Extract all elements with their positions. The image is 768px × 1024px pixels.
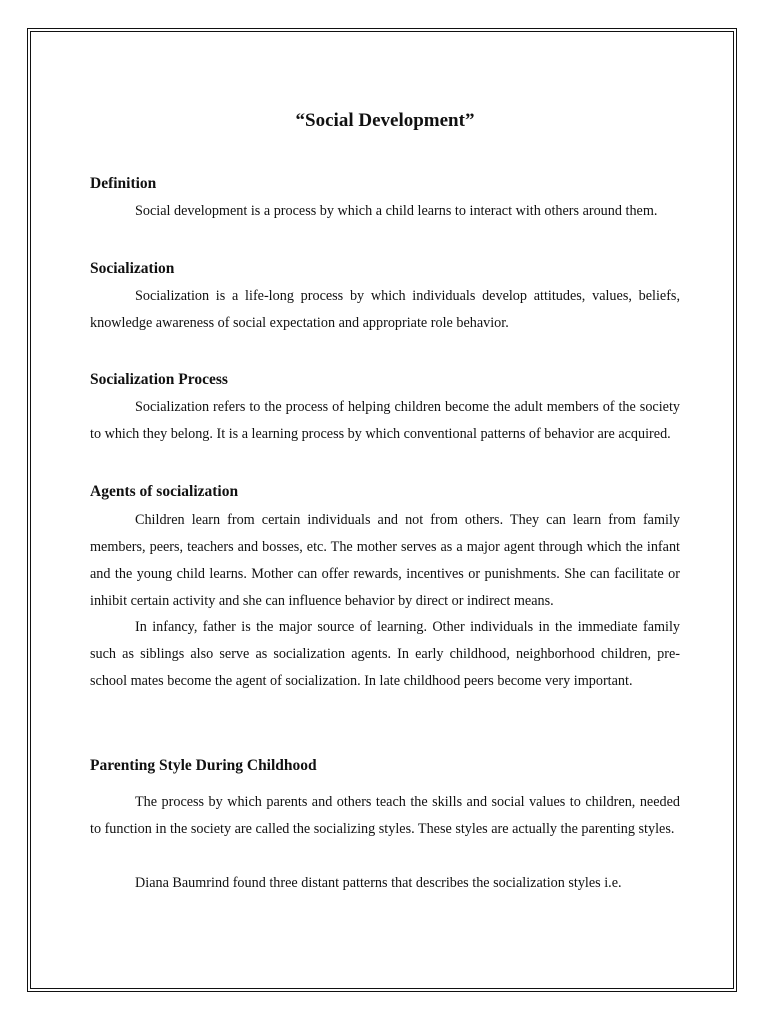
paragraph-definition: Social development is a process by which a child learns to interact with others around them. <box>135 203 658 219</box>
document-title: “Social Development” <box>295 110 475 131</box>
paragraph-socialization: Socialization is a life-long process by which individuals develop attitudes, values, beliefs, knowledge awareness of social expectation and appropriate role behavior. <box>90 288 680 331</box>
heading-definition: Definition <box>90 175 157 192</box>
heading-socialization-process: Socialization Process <box>90 371 228 388</box>
heading-parenting-style: Parenting Style During Childhood <box>90 757 317 774</box>
paragraph-socialization-process: Socialization refers to the process of helping children become the adult members of the society to which they belong. It is a learning process by which conventional patterns of behavior are acquired. <box>90 399 680 442</box>
heading-agents-of-socialization: Agents of socialization <box>90 483 239 500</box>
paragraph-agents-2: In infancy, father is the major source of learning. Other individuals in the immediate family such as siblings also serve as socialization agents. In early childhood, neighborhood children, pre-school mates become the agent of socialization. In late childhood peers become very important. <box>90 619 680 689</box>
paragraph-parenting-2: Diana Baumrind found three distant patterns that describes the socialization styles i.e. <box>135 875 622 891</box>
paragraph-agents-1: Children learn from certain individuals and not from others. They can learn from family members, peers, teachers and bosses, etc. The mother serves as a major agent through which the infant and the young child learns. Mother can offer rewards, incentives or punishments. She can facilitate or inhibit certain activity and she can influence behavior by direct or indirect means. <box>90 512 680 609</box>
paragraph-parenting-1: The process by which parents and others teach the skills and social values to children, needed to function in the society are called the socializing styles. These styles are actually the parenting styles. <box>90 794 680 837</box>
heading-socialization: Socialization <box>90 260 175 277</box>
